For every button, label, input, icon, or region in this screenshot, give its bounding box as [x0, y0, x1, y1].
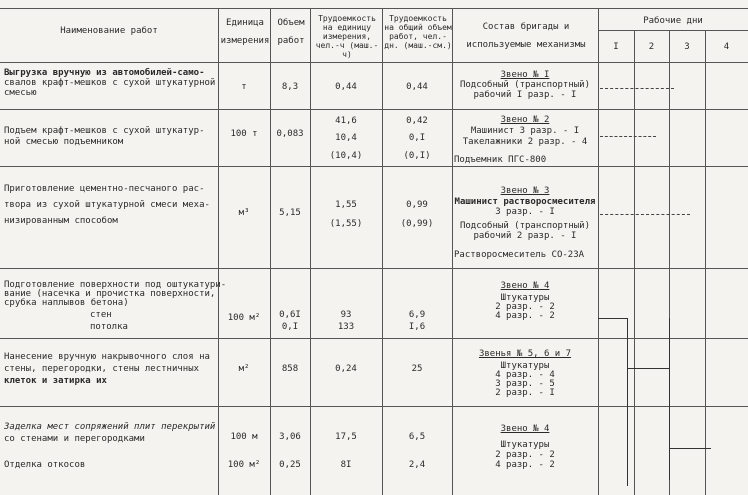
row2-labor-unit-1: 41,6: [335, 116, 357, 126]
row4-gantt-bar: [598, 318, 628, 319]
row2-name-line1: Подъем крафт-мешков с сухой штукатур-: [4, 126, 205, 136]
row5-crew-line1: Штукатуры: [500, 361, 550, 371]
row2-labor-unit-3: (10,4): [329, 151, 363, 161]
row3-labor-total-2: (0,99): [400, 219, 434, 229]
row3-name-line3: низированным способом: [4, 216, 118, 226]
row5-gantt-bar: [628, 368, 670, 369]
row5-labor-unit: 0,24: [335, 364, 357, 374]
row6-volume2: 0,25: [279, 460, 301, 470]
row4-sub1-label: стен: [90, 310, 112, 320]
days-header-divider: [598, 30, 748, 31]
row1-unit: т: [241, 82, 247, 92]
row3-gantt-bar: [600, 214, 690, 215]
row-divider: [0, 166, 748, 167]
row6-unit2: 100 м²: [227, 460, 261, 470]
row-divider: [0, 406, 748, 407]
row4-sub2-labor-total: I,6: [408, 322, 426, 332]
row2-crew-line2: Такелажники 2 разр. - 4: [462, 137, 588, 147]
row4-sub2-volume: 0,I: [281, 322, 299, 332]
row6-name-line2: со стенами и перегородками: [4, 434, 145, 444]
row2-labor-total-2: 0,I: [408, 133, 426, 143]
row6-crew-line1: Штукатуры: [500, 440, 550, 450]
row2-labor-total-3: (0,I): [403, 151, 431, 161]
row1-volume: 8,3: [281, 82, 299, 92]
row4-sub1-volume: 0,6I: [279, 310, 301, 320]
row3-crew-line4: рабочий 2 разр. - I: [473, 231, 577, 241]
row-divider: [0, 268, 748, 269]
row6-crew-line3: 4 разр. - 2: [495, 460, 555, 470]
row-divider: [0, 109, 748, 110]
col-divider: [598, 8, 599, 495]
row2-labor-unit-2: 10,4: [335, 133, 357, 143]
row5-unit: м²: [238, 364, 250, 374]
row3-unit: м³: [238, 208, 250, 218]
row5-name-line2: стены, перегородки, стены лестничных: [4, 364, 200, 374]
row2-unit: 100 т: [230, 129, 258, 139]
row6-gantt-bar: [669, 448, 711, 449]
row6-labor-total2: 2,4: [408, 460, 426, 470]
row2-crew-equipment: Подъемник ПГС-800: [454, 155, 547, 165]
day-col-4: 4: [723, 42, 730, 52]
row3-crew-line2: 3 разр. - I: [495, 207, 555, 217]
row1-labor-total: 0,44: [406, 82, 428, 92]
row5-crew-line2: 4 разр. - 4: [495, 370, 555, 380]
row2-crew-title: Звено № 2: [500, 115, 550, 125]
row4-sub1-labor-total: 6,9: [408, 310, 426, 320]
row6-crew-title: Звено № 4: [500, 424, 550, 434]
row4-name-line3: срубка наплывов бетона): [4, 298, 129, 308]
row3-name-line2: твора из сухой штукатурной смеси меха-: [4, 200, 210, 210]
header-labor-unit: Трудоемкость на единицу измерения, чел.-ч (маш.-ч): [315, 14, 379, 59]
header-unit: Единица измерения: [220, 18, 270, 46]
row4-sub2-label: потолка: [90, 322, 128, 332]
row1-name-line2: свалов крафт-мешков с сухой штукатурной: [4, 78, 216, 88]
row4-name-line2: вание (насечка и прочистка поверхности,: [4, 289, 216, 299]
day-col-3: 3: [684, 42, 690, 52]
row3-labor-total-1: 0,99: [406, 200, 428, 210]
row6-volume: 3,06: [279, 432, 301, 442]
header-days: Рабочие дни: [643, 16, 703, 26]
row1-labor-unit: 0,44: [335, 82, 357, 92]
row-divider: [0, 338, 748, 339]
row4-crew-line2: 2 разр. - 2: [495, 302, 555, 312]
row6-labor-total: 6,5: [408, 432, 426, 442]
row1-gantt-bar: [600, 88, 674, 89]
row5-volume: 858: [281, 364, 299, 374]
row4-name-line1: Подготовление поверхности под оштукатури-: [4, 280, 227, 290]
row5-name-line3: клеток и затирка их: [4, 376, 107, 386]
row3-crew-equipment: Растворосмеситель СО-23А: [454, 250, 585, 260]
row6-crew-line2: 2 разр. - 2: [495, 450, 555, 460]
row6-name-line1: Заделка мест сопряжений плит перекрытий: [4, 422, 216, 432]
row4-unit: 100 м²: [227, 313, 261, 323]
row1-crew-line2: рабочий I разр. - I: [473, 90, 577, 100]
row4-sub2-labor-unit: 133: [337, 322, 355, 332]
row1-name-line3: смесью: [4, 88, 37, 98]
row5-crew-title: Звенья № 5, 6 и 7: [478, 349, 572, 359]
row5-crew-line4: 2 разр. - I: [495, 388, 555, 398]
row4-gantt-link: [627, 318, 628, 486]
row1-name-line1: [4, 68, 204, 78]
row2-gantt-bar: [600, 136, 656, 137]
row3-crew-line1: Машинист растворосмесителя: [454, 197, 596, 207]
row1-crew-title: Звено № I: [500, 70, 550, 80]
row5-crew-line3: 3 разр. - 5: [495, 379, 555, 389]
row2-labor-total-1: 0,42: [406, 116, 428, 126]
row3-crew-title: Звено № 3: [500, 186, 550, 196]
row6-labor-unit2: 8I: [340, 460, 352, 470]
day-col-divider: [634, 30, 635, 495]
row1-name-line1-text: Выгрузка вручную из автомобилей-само-: [4, 68, 205, 78]
header-name: Наименование работ: [60, 26, 158, 36]
header-volume: Объем работ: [277, 18, 305, 46]
row4-crew-line3: 4 разр. - 2: [495, 311, 555, 321]
row5-name-line1: Нанесение вручную накрывочного слоя на: [4, 352, 210, 362]
row3-volume: 5,15: [279, 208, 301, 218]
row3-name-line1: Приготовление цементно-песчаного рас-: [4, 184, 205, 194]
row6-unit: 100 м: [230, 432, 258, 442]
row5-gantt-link: [669, 318, 670, 480]
day-col-1: I: [613, 42, 619, 52]
row2-name-line2: ной смесью подъемником: [4, 137, 124, 147]
row4-crew-title: Звено № 4: [500, 281, 550, 291]
row2-crew-line1: Машинист 3 разр. - I: [470, 126, 580, 136]
row2-volume: 0,083: [276, 129, 304, 139]
row3-labor-unit-1: 1,55: [335, 200, 357, 210]
row4-sub1-labor-unit: 93: [340, 310, 352, 320]
header-bottom-border: [0, 62, 748, 63]
row4-crew-line1: Штукатуры: [500, 293, 550, 303]
row6-name2: Отделка откосов: [4, 460, 86, 470]
day-col-divider: [705, 30, 706, 495]
header-crew: Состав бригады и используемые механизмы: [466, 22, 586, 50]
row6-labor-unit: 17,5: [335, 432, 357, 442]
row1-crew-line1: Подсобный (транспортный): [459, 80, 591, 90]
row3-labor-unit-2: (1,55): [329, 219, 363, 229]
row3-crew-line3: Подсобный (транспортный): [459, 221, 591, 231]
day-col-2: 2: [648, 42, 655, 52]
table-top-border: [0, 8, 748, 9]
header-labor-total: Трудоемкость на общий объем работ, чел.-дн. (маш.-см.): [384, 14, 452, 50]
row5-labor-total: 25: [411, 364, 423, 374]
